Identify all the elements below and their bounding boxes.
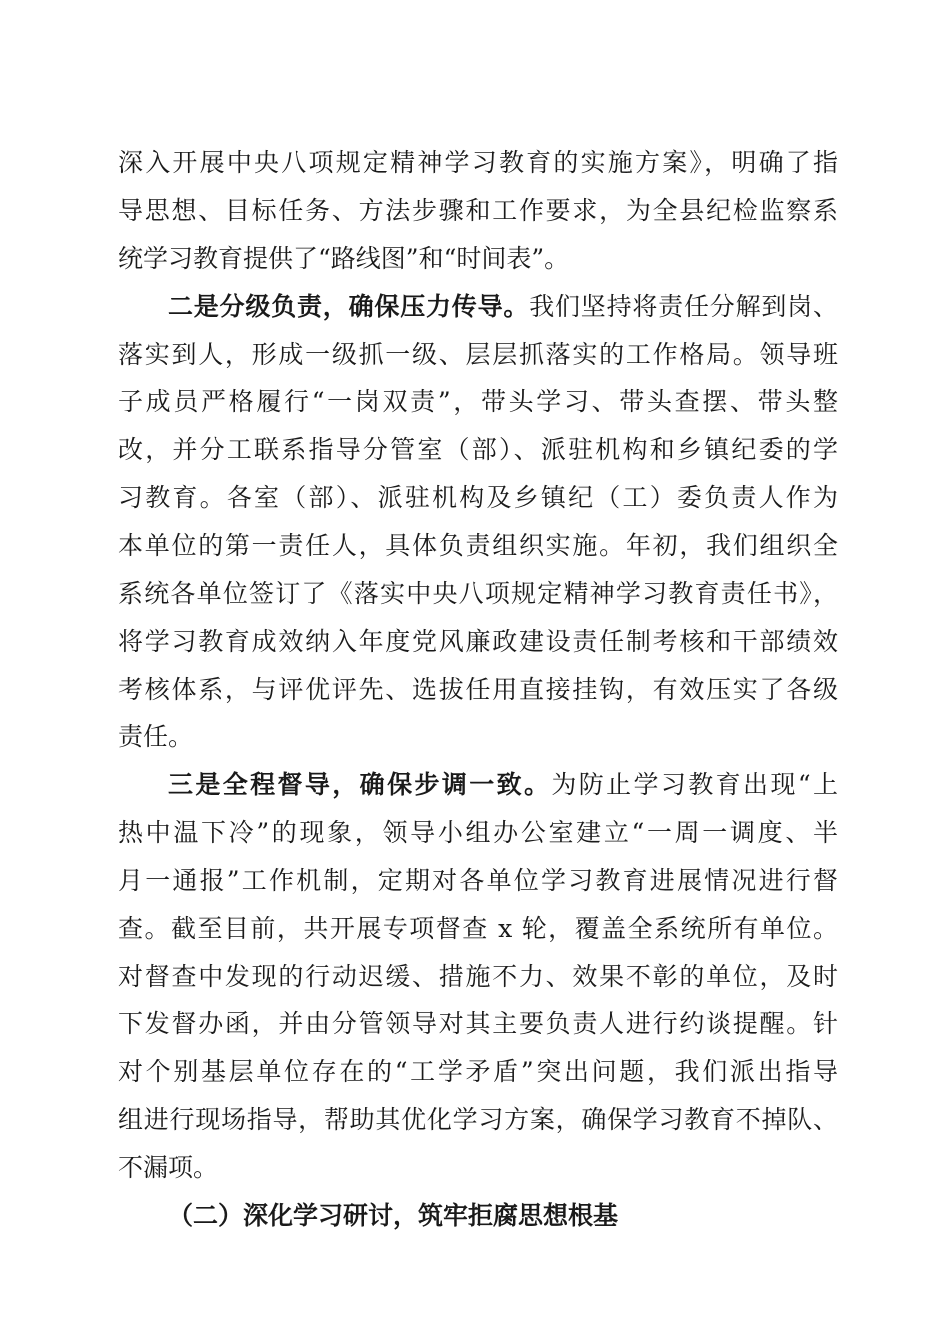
paragraph-line: 本单位的第一责任人，具体负责组织实施。年初，我们组织全 [118, 531, 838, 560]
paragraph-line: 对个别基层单位存在的“工学矛盾”突出问题，我们派出指导 [118, 1057, 838, 1086]
section-heading: （二）深化学习研讨，筑牢拒腐思想根基 [168, 1201, 619, 1230]
paragraph-text: 我们坚持将责任分解到岗、 [529, 292, 838, 321]
paragraph-line: 考核体系，与评优评先、选拔任用直接挂钩，有效压实了各级 [118, 675, 838, 704]
paragraph-first-line [168, 768, 838, 802]
paragraph-text: 为防止学习教育出现“上 [551, 770, 838, 799]
paragraph-line: 查。截至目前，共开展专项督查 x 轮，覆盖全系统所有单位。 [118, 914, 838, 943]
paragraph-line: 改，并分工联系指导分管室（部）、派驻机构和乡镇纪委的学 [118, 435, 838, 464]
paragraph-line: 统学习教育提供了“路线图”和“时间表”。 [118, 244, 570, 273]
paragraph-line: 习教育。各室（部）、派驻机构及乡镇纪（工）委负责人作为 [118, 483, 838, 512]
paragraph-line: 导思想、目标任务、方法步骤和工作要求，为全县纪检监察系 [118, 196, 838, 225]
paragraph-line: 将学习教育成效纳入年度党风廉政建设责任制考核和干部绩效 [118, 627, 838, 656]
paragraph-line: 系统各单位签订了《落实中央八项规定精神学习教育责任书》， [118, 579, 838, 608]
paragraph-line: 不漏项。 [118, 1153, 219, 1182]
paragraph-line: 对督查中发现的行动迟缓、措施不力、效果不彰的单位，及时 [118, 962, 838, 991]
paragraph-line: 子成员严格履行“一岗双责”，带头学习、带头查摆、带头整 [118, 387, 838, 416]
paragraph-line: 月一通报”工作机制，定期对各单位学习教育进展情况进行督 [118, 866, 838, 895]
paragraph-line: 深入开展中央八项规定精神学习教育的实施方案》，明确了指 [118, 148, 838, 177]
paragraph-line: 责任。 [118, 722, 194, 751]
paragraph-line: 下发督办函，并由分管领导对其主要负责人进行约谈提醒。针 [118, 1009, 838, 1038]
paragraph-lead: 三是全程督导，确保步调一致。 [168, 770, 552, 799]
paragraph-line: 组进行现场指导，帮助其优化学习方案，确保学习教育不掉队、 [118, 1105, 838, 1134]
paragraph-first-line [168, 290, 838, 324]
paragraph-lead: 二是分级负责，确保压力传导。 [168, 292, 530, 321]
paragraph-line: 落实到人，形成一级抓一级、层层抓落实的工作格局。领导班 [118, 340, 838, 369]
paragraph-line: 热中温下冷”的现象，领导小组办公室建立“一周一调度、半 [118, 818, 838, 847]
